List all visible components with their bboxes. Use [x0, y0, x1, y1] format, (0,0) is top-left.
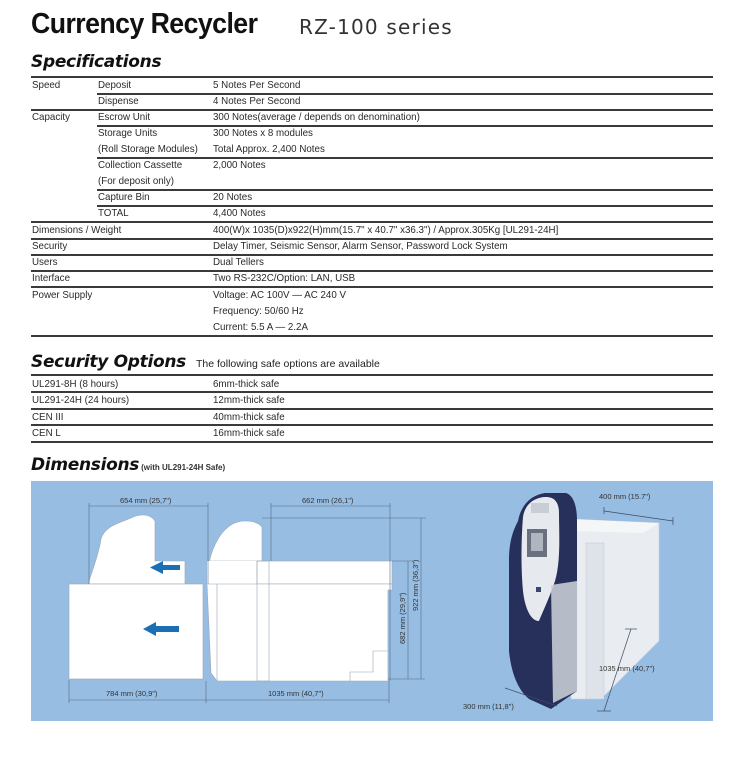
- spec-value: 4 Notes Per Second: [213, 95, 301, 107]
- dimensions-heading: Dimensions (with UL291-24H Safe): [31, 455, 226, 475]
- option-description: 16mm-thick safe: [213, 427, 285, 439]
- divider: [31, 335, 713, 337]
- divider: [31, 254, 713, 256]
- page-title: [31, 8, 453, 41]
- spec-value-total: Total Approx. 2,400 Notes: [213, 143, 325, 155]
- spec-category: Interface: [32, 272, 70, 284]
- dim-total-height: 922 mm (36,3"): [411, 559, 420, 611]
- spec-item-note: (For deposit only): [98, 175, 174, 187]
- spec-value: 20 Notes: [213, 191, 253, 203]
- spec-item: TOTAL: [98, 207, 129, 219]
- spec-value: 5 Notes Per Second: [213, 79, 301, 91]
- spec-category: Users: [32, 256, 58, 268]
- dim-side-bottom: 1035 mm (40,7"): [268, 689, 324, 698]
- spec-category: Speed: [32, 79, 61, 91]
- spec-value: 300 Notes x 8 modules: [213, 127, 313, 139]
- dimensions-diagram: [31, 481, 713, 721]
- front-upper-outline: [89, 515, 185, 584]
- spec-item: Deposit: [98, 79, 132, 91]
- spec-value: Frequency: 50/60 Hz: [213, 305, 304, 317]
- dim-front-bottom: 784 mm (30,9"): [106, 689, 158, 698]
- dim-front-top: 654 mm (25,7"): [120, 496, 172, 505]
- divider: [31, 374, 713, 376]
- side-top-block: [257, 561, 392, 584]
- dimensions-subtitle: (with UL291-24H Safe): [141, 463, 226, 472]
- option-standard: CEN L: [32, 427, 61, 439]
- divider: [31, 424, 713, 426]
- divider: [31, 286, 713, 288]
- spec-value: Voltage: AC 100V — AC 240 V: [213, 289, 347, 301]
- spec-category: Security: [32, 240, 68, 252]
- security-options-subtitle: The following safe options are available: [195, 358, 380, 370]
- spec-item: Collection Cassette: [98, 159, 183, 171]
- spec-category: Dimensions / Weight: [32, 224, 122, 236]
- photo-dim-depth: 1035 mm (40,7"): [599, 664, 655, 673]
- side-upper-fill: [207, 561, 262, 584]
- machine-photo: [509, 493, 659, 709]
- divider: [31, 391, 713, 393]
- divider: [31, 441, 713, 443]
- spec-item: Storage Units: [98, 127, 158, 139]
- divider: [97, 125, 713, 127]
- spec-value: 400(W)x 1035(D)x922(H)mm(15.7" x 40.7" x36.3") / Approx.305Kg [UL291-24H]: [213, 224, 559, 236]
- photo-dim-front: 300 mm (11,8"): [463, 702, 514, 711]
- spec-category: Capacity: [32, 111, 70, 123]
- product-title: Currency Recycler: [31, 8, 258, 40]
- spec-item-note: (Roll Storage Modules): [98, 143, 198, 155]
- option-description: 40mm-thick safe: [213, 411, 285, 423]
- divider: [97, 189, 713, 191]
- spec-value: 2,000 Notes: [213, 159, 266, 171]
- divider: [97, 157, 713, 159]
- front-safe-outline: [69, 584, 203, 679]
- option-description: 6mm-thick safe: [213, 378, 280, 390]
- option-description: 12mm-thick safe: [213, 394, 285, 406]
- divider: [31, 270, 713, 272]
- spec-item: Escrow Unit: [98, 111, 151, 123]
- spec-value: 4,400 Notes: [213, 207, 266, 219]
- spec-value: Delay Timer, Seismic Sensor, Alarm Sensor, Password Lock System: [213, 240, 508, 252]
- spec-value: Current: 5.5 A — 2.2A: [213, 321, 308, 333]
- option-standard: CEN III: [32, 411, 64, 423]
- product-series: RZ-100 series: [299, 15, 453, 39]
- spec-value: Two RS-232C/Option: LAN, USB: [213, 272, 356, 284]
- spec-item: Dispense: [98, 95, 139, 107]
- divider: [31, 76, 713, 78]
- spec-value: 300 Notes(average / depends on denomination): [213, 111, 420, 123]
- side-safe-outline: [207, 584, 392, 681]
- spec-value: Dual Tellers: [213, 256, 264, 268]
- divider: [31, 408, 713, 410]
- dimension-drawing: [31, 481, 713, 721]
- spec-item: Capture Bin: [98, 191, 150, 203]
- spec-category: Power Supply: [32, 289, 93, 301]
- option-standard: UL291-8H (8 hours): [32, 378, 119, 390]
- specifications-heading: Specifications: [31, 52, 162, 72]
- option-standard: UL291-24H (24 hours): [32, 394, 130, 406]
- photo-dim-width: 400 mm (15.7"): [599, 492, 651, 501]
- divider: [97, 205, 713, 207]
- security-options-heading: Security Options The following safe options are available: [31, 352, 380, 372]
- dim-body-height: 682 mm (29,9"): [398, 592, 407, 644]
- dim-side-top: 662 mm (26,1"): [302, 496, 354, 505]
- divider: [97, 93, 713, 95]
